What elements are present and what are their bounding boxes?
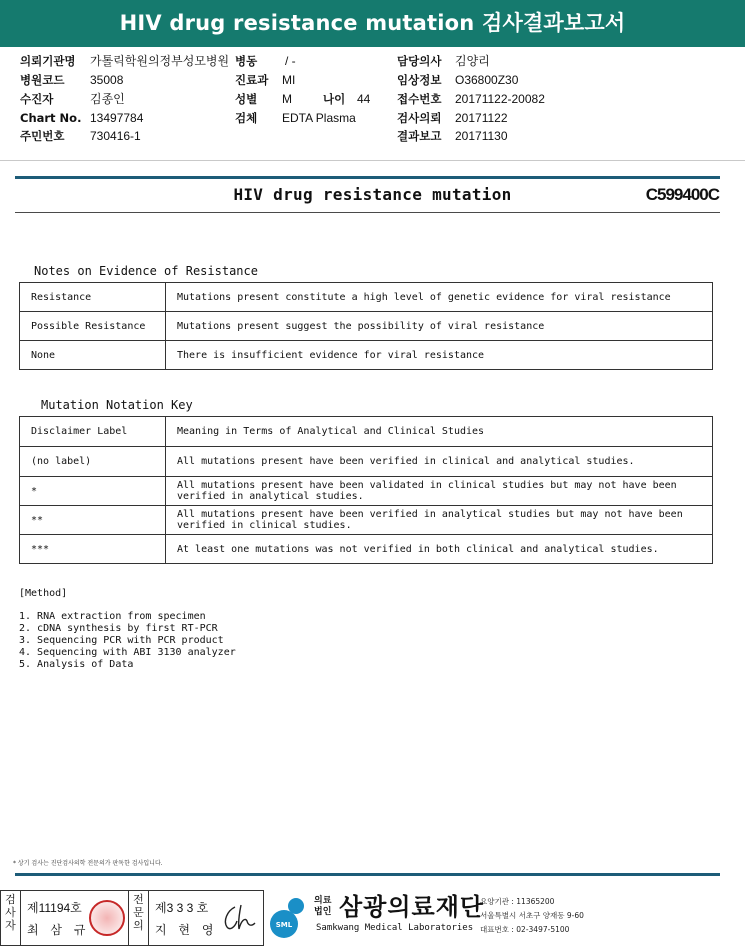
- table-row: [20, 506, 713, 535]
- notation-label: (no label): [20, 447, 166, 477]
- tester-number: 제11194호: [27, 901, 82, 915]
- document-title: HIV drug resistance mutation: [233, 185, 512, 204]
- method-step: 1. RNA extraction from specimen: [19, 611, 206, 622]
- age-value: 44: [357, 92, 371, 106]
- table-row: [20, 535, 713, 564]
- chart-no-label: Chart No.: [20, 111, 82, 125]
- specimen-value: EDTA Plasma: [282, 111, 356, 125]
- table-row: [20, 283, 713, 312]
- method-step: 2. cDNA synthesis by first RT-PCR: [19, 623, 218, 634]
- sex-value: M: [282, 92, 292, 106]
- footer-rule: [15, 873, 720, 876]
- evidence-label: Possible Resistance: [20, 312, 166, 341]
- notation-label: Disclaimer Label: [20, 417, 166, 447]
- hospital-code-label: 병원코드: [20, 73, 65, 87]
- doctor-label: 담당의사: [397, 54, 442, 68]
- institution-value: 가톨릭학원의정부성모병원: [90, 54, 230, 68]
- evidence-text: Mutations present constitute a high level of genetic evidence for viral resistance: [166, 283, 713, 312]
- method-step: 5. Analysis of Data: [19, 659, 134, 670]
- institution-label: 의뢰기관명: [20, 54, 76, 68]
- notation-section-title: Mutation Notation Key: [41, 398, 193, 412]
- table-row: [20, 447, 713, 477]
- doctor-value: 김양리: [455, 54, 490, 68]
- resident-no-value: 730416-1: [90, 129, 141, 143]
- method-step: 3. Sequencing PCR with PCR product: [19, 635, 224, 646]
- report-title: HIV drug resistance mutation 검사결과보고서: [0, 0, 745, 47]
- hospital-code-value: 35008: [90, 73, 124, 87]
- table-row: [20, 341, 713, 370]
- notation-label: ***: [20, 535, 166, 564]
- notation-table: [19, 416, 713, 564]
- info-divider: [0, 160, 745, 161]
- table-row: [20, 312, 713, 341]
- specialist-name: 지 현 영: [155, 923, 218, 937]
- receipt-no-label: 접수번호: [397, 92, 442, 106]
- chart-no-value: 13497784: [90, 111, 144, 125]
- ward-value: / -: [285, 54, 296, 68]
- tester-cell: [21, 891, 129, 945]
- report-date-label: 결과보고: [397, 129, 442, 143]
- doc-top-rule: [15, 176, 720, 179]
- notation-label: **: [20, 506, 166, 535]
- department-label: 진료과: [235, 73, 269, 87]
- notation-label: *: [20, 477, 166, 506]
- signature-box: [0, 890, 264, 946]
- signature-icon: [221, 903, 257, 933]
- lab-legal-label: 의료 법인: [314, 896, 332, 917]
- specialist-label: 전문의: [129, 891, 149, 945]
- clinical-info-value: O36800Z30: [455, 73, 519, 87]
- report-date-value: 20171130: [455, 129, 508, 143]
- lab-logo-text: SML: [275, 921, 293, 929]
- method-section: [19, 588, 236, 671]
- evidence-label: Resistance: [20, 283, 166, 312]
- doc-bottom-rule: [15, 212, 720, 213]
- evidence-text: There is insufficient evidence for viral resistance: [166, 341, 713, 370]
- table-row: [20, 477, 713, 506]
- patient-info: [20, 52, 740, 144]
- lab-contact-line: 요양기관 : 11365200: [480, 897, 555, 906]
- footnote: * 상기 검사는 진단검사의학 전문의가 판독한 검사입니다.: [13, 860, 163, 867]
- method-title: [Method]: [19, 588, 68, 599]
- sex-label: 성별: [235, 92, 258, 106]
- lab-contact-line: 대표번호 : 02-3497-5100: [480, 925, 570, 934]
- notation-text: All mutations present have been verified in analytical studies but may not have been verified in clinical studies.: [166, 506, 713, 535]
- notation-text: At least one mutations was not verified in both clinical and analytical studies.: [166, 535, 713, 564]
- table-row: [20, 417, 713, 447]
- receipt-no-value: 20171122-20082: [455, 92, 545, 106]
- patient-label: 수진자: [20, 92, 54, 106]
- request-date-label: 검사의뢰: [397, 111, 442, 125]
- lab-contact: [480, 895, 584, 937]
- tester-label: 검사자: [1, 891, 21, 945]
- clinical-info-label: 임상정보: [397, 73, 442, 87]
- lab-contact-line: 서울특별시 서초구 양재동 9-60: [480, 911, 584, 920]
- lab-name: 삼광의료재단: [339, 893, 485, 921]
- method-step: 4. Sequencing with ABI 3130 analyzer: [19, 647, 236, 658]
- department-value: MI: [282, 73, 296, 87]
- age-label: 나이: [323, 92, 346, 106]
- notation-text: Meaning in Terms of Analytical and Clinical Studies: [166, 417, 713, 447]
- document-code: C599400C: [645, 185, 719, 204]
- resident-no-label: 주민번호: [20, 129, 65, 143]
- evidence-section-title: Notes on Evidence of Resistance: [34, 264, 258, 278]
- request-date-value: 20171122: [455, 111, 508, 125]
- tester-name: 최 삼 규: [27, 923, 90, 937]
- ward-label: 병동: [235, 54, 258, 68]
- seal-icon: [89, 900, 125, 936]
- specimen-label: 검체: [235, 111, 258, 125]
- specialist-number: 제3 3 3 호: [155, 901, 209, 915]
- evidence-text: Mutations present suggest the possibility of viral resistance: [166, 312, 713, 341]
- evidence-label: None: [20, 341, 166, 370]
- lab-english-name: Samkwang Medical Laboratories: [316, 923, 474, 933]
- evidence-table: [19, 282, 713, 370]
- notation-text: All mutations present have been verified in clinical and analytical studies.: [166, 447, 713, 477]
- notation-text: All mutations present have been validated in clinical studies but may not have been verified in analytical studies.: [166, 477, 713, 506]
- lab-logo-icon: [268, 896, 310, 940]
- patient-value: 김종인: [90, 92, 125, 106]
